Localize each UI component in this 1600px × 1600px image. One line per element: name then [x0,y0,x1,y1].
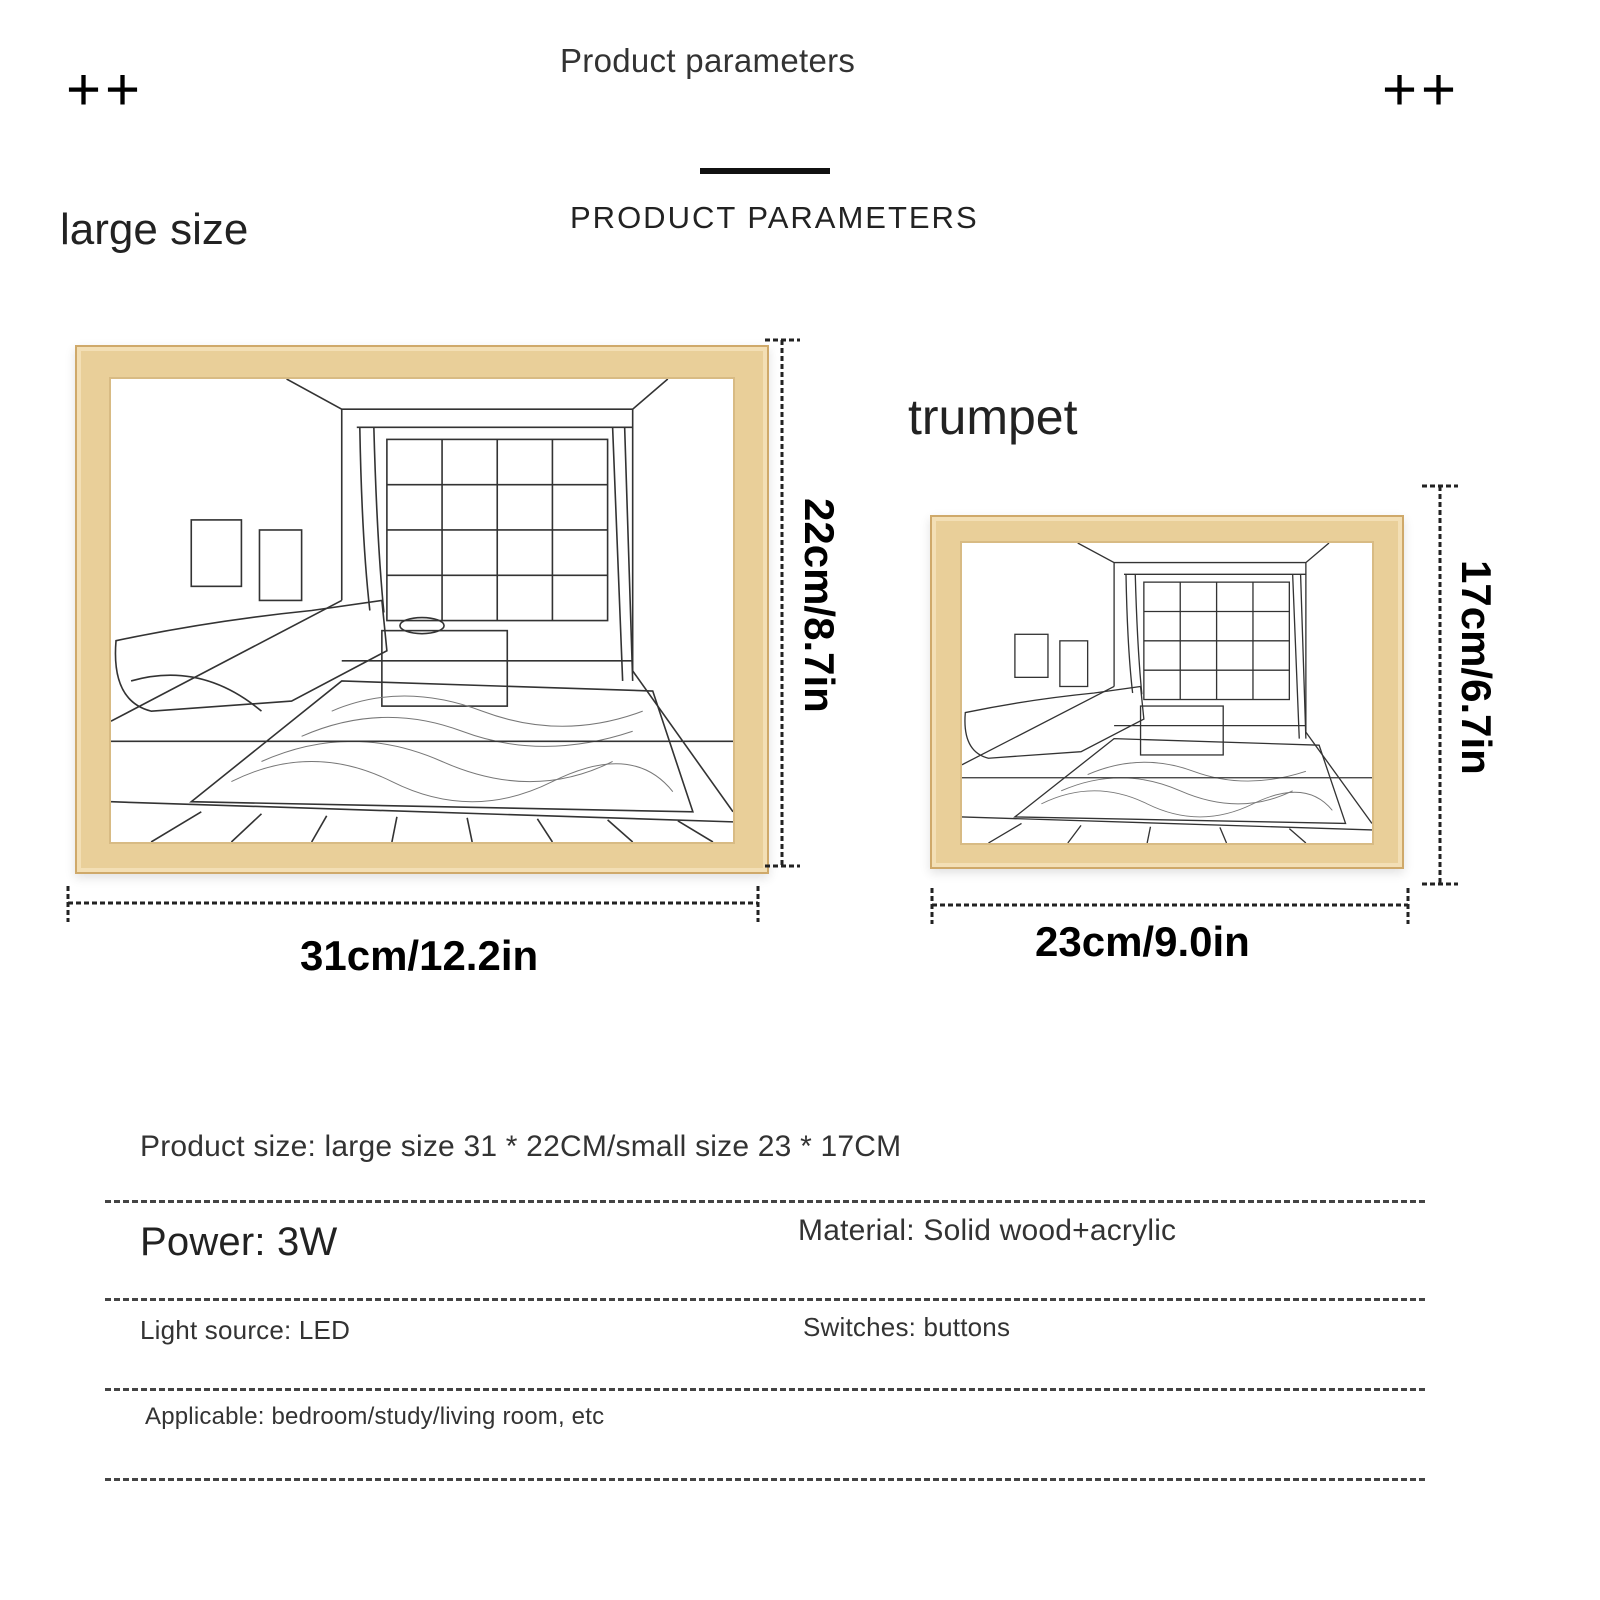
row-divider [105,1200,1425,1203]
param-switches: Switches: buttons [803,1312,1011,1342]
page-title: Product parameters [560,42,856,79]
row-divider [105,1298,1425,1301]
plus-icon-right: ++ [1382,56,1461,123]
large-size-label: large size [60,205,249,254]
param-material: Material: Solid wood+acrylic [798,1214,1177,1247]
small-dimension-lines [920,480,1480,950]
small-height-label: 17cm/6.7in [1453,560,1500,775]
large-dimension-lines [60,330,820,930]
plus-icon-left: ++ [66,56,145,123]
param-light-source: Light source: LED [140,1315,351,1345]
large-width-label: 31cm/12.2in [300,932,539,979]
param-product-size: Product size: large size 31 * 22CM/small size 23 * 17CM [140,1130,902,1163]
title-divider [700,168,830,174]
small-size-label: trumpet [908,389,1078,445]
page-subtitle: PRODUCT PARAMETERS [570,200,979,235]
param-applicable: Applicable: bedroom/study/living room, etc [145,1403,605,1430]
param-power: Power: 3W [140,1220,338,1264]
small-width-label: 23cm/9.0in [1035,918,1250,965]
large-height-label: 22cm/8.7in [796,498,843,713]
row-divider [105,1388,1425,1391]
row-divider [105,1478,1425,1481]
